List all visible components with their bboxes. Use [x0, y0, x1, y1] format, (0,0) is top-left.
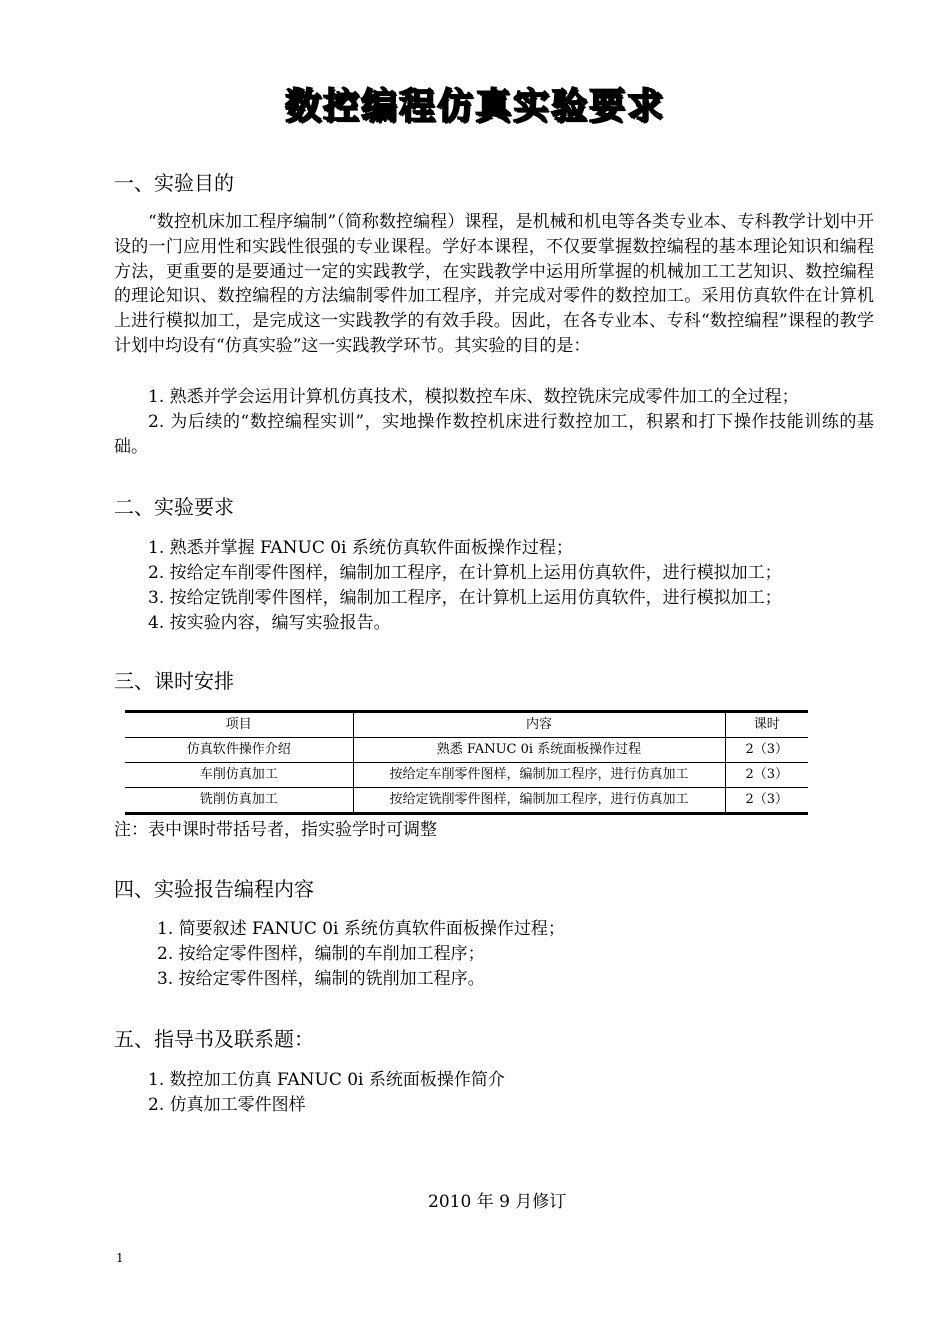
table-cell: 按给定铣削零件图样，编制加工程序，进行仿真加工: [353, 788, 725, 814]
purpose-paragraph: [114, 210, 874, 359]
list-item: [114, 410, 874, 460]
page-number: 1: [116, 1251, 124, 1265]
section-heading-report: 四、实验报告编程内容: [114, 877, 314, 901]
table-header-row: [125, 712, 808, 738]
list-item: 4. 按实验内容，编写实验报告。: [148, 613, 391, 633]
revision-date: 2010 年 9 月修订: [428, 1192, 567, 1212]
section-heading-schedule: 三、课时安排: [114, 669, 234, 693]
table-cell: 仿真软件操作介绍: [125, 738, 353, 763]
table-row: [125, 763, 808, 788]
purpose-text: “数控机床加工程序编制”（简称数控编程）课程，是机械和机电等各类专业本、专科教学计划中开设的一门应用性和实践性很强的专业课程。学好本课程，不仅要掌握数控编程的基本理论知识和编程方法，更重要的是要通过一定的实践教学，在实践教学中运用所掌握的机械加工工艺知识、数控编程的理论知识、数控编程的方法编制零件加工程序，并完成对零件的数控加工。采用仿真软件在计算机上进行模拟加工，是完成这一实践教学的有效手段。因此，在各专业本、专科“数控编程”课程的教学计划中均设有“仿真实验”这一实践教学环节。其实验的目的是：: [114, 212, 874, 356]
list-item: 1. 数控加工仿真 FANUC 0i 系统面板操作简介: [148, 1070, 505, 1090]
list-item-text: 2. 为后续的“数控编程实训”，实地操作数控机床进行数控加工，积累和打下操作技能训练的基础。: [114, 412, 874, 457]
table-cell: 按给定车削零件图样，编制加工程序，进行仿真加工: [353, 763, 725, 788]
table-header-cell: 内容: [353, 712, 725, 738]
table-cell: 2（3）: [725, 763, 808, 788]
list-item: 2. 仿真加工零件图样: [148, 1095, 306, 1115]
table-cell: 车削仿真加工: [125, 763, 353, 788]
table-note: 注：表中课时带括号者，指实验学时可调整: [114, 820, 437, 840]
table-header-cell: 项目: [125, 712, 353, 738]
list-item: 1. 熟悉并掌握 FANUC 0i 系统仿真软件面板操作过程；: [148, 538, 573, 558]
table-row: [125, 788, 808, 814]
list-item: 3. 按给定铣削零件图样，编制加工程序，在计算机上运用仿真软件，进行模拟加工；: [148, 588, 782, 608]
list-item: 2. 按给定零件图样，编制的车削加工程序；: [157, 944, 485, 964]
section-heading-requirements: 二、实验要求: [114, 495, 234, 519]
list-item: 2. 按给定车削零件图样，编制加工程序，在计算机上运用仿真软件，进行模拟加工；: [148, 563, 782, 583]
list-item: 1. 熟悉并学会运用计算机仿真技术，模拟数控车床、数控铣床完成零件加工的全过程；: [148, 387, 799, 407]
table-cell: 铣削仿真加工: [199, 792, 278, 807]
schedule-table: [125, 710, 808, 815]
table-cell: 2（3）: [725, 788, 808, 814]
table-row: [125, 738, 808, 763]
section-heading-guides: 五、指导书及联系题：: [114, 1027, 314, 1051]
table-header-cell: 课时: [725, 712, 808, 738]
list-item: 1. 简要叙述 FANUC 0i 系统仿真软件面板操作过程；: [157, 919, 565, 939]
list-item: 3. 按给定零件图样，编制的铣削加工程序。: [157, 969, 485, 989]
table-cell: 熟悉 FANUC 0i 系统面板操作过程: [353, 738, 725, 763]
page-title: 数控编程仿真实验要求: [284, 86, 665, 127]
table-cell: 2（3）: [725, 738, 808, 763]
section-heading-purpose: 一、实验目的: [114, 171, 234, 195]
